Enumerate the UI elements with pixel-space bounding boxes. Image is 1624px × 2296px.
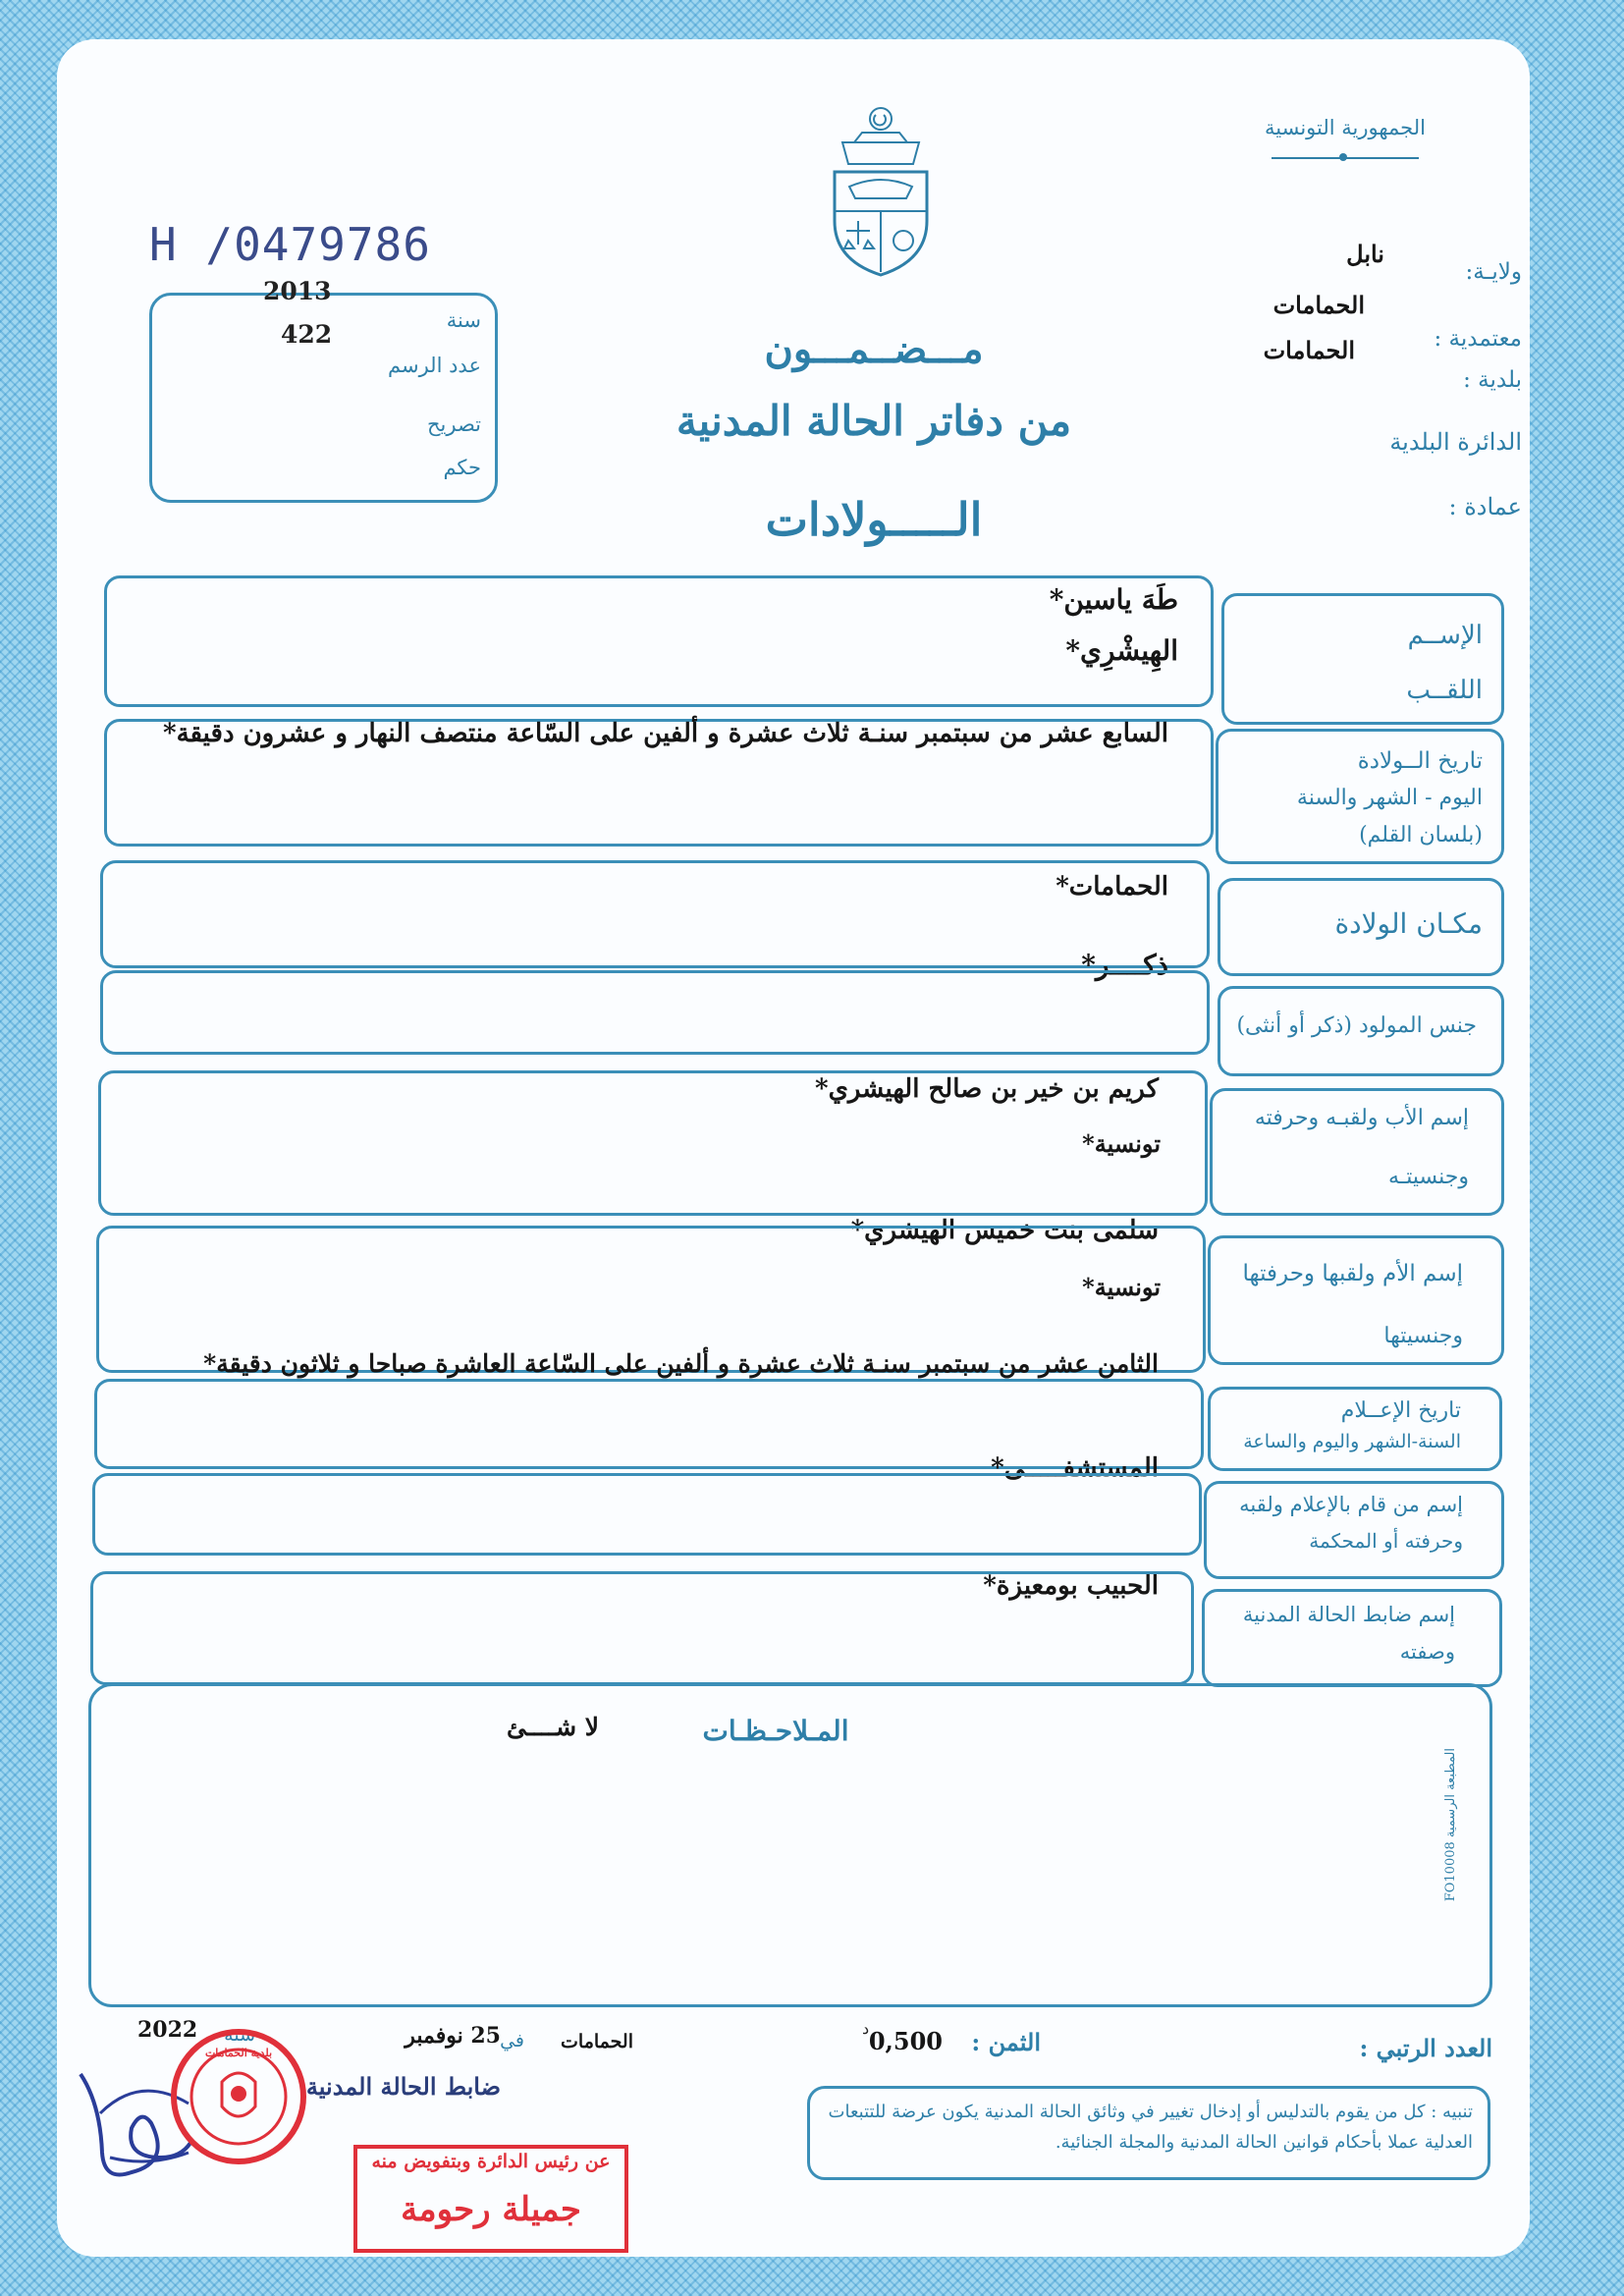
price-unit: د bbox=[862, 2019, 870, 2038]
price-label: الثمن : bbox=[971, 2028, 1041, 2056]
issue-place: الحمامات bbox=[561, 2031, 633, 2052]
birth-date-label-3: (بلسان القلم) bbox=[1359, 823, 1483, 847]
surname-value: الهِيشْرِي* bbox=[1065, 634, 1178, 667]
sex-value: ذكــــر* bbox=[1081, 949, 1168, 981]
father-label-2: وجنسيتـه bbox=[1387, 1165, 1469, 1189]
republic-label: الجمهورية التونسية bbox=[1265, 116, 1426, 139]
price-value: 0,500 bbox=[868, 2027, 943, 2055]
coat-of-arms-icon bbox=[825, 103, 938, 280]
record-number-label: عدد الرسم bbox=[388, 354, 481, 377]
round-stamp-text: بلدية الحمامات bbox=[204, 2047, 273, 2059]
municipality-label: بلدية : bbox=[1463, 367, 1522, 393]
births-title: الـــــولادات bbox=[765, 493, 983, 546]
municipality-value: الحمامات bbox=[1263, 336, 1355, 364]
declarant-label-2: وحرفته أو المحكمة bbox=[1309, 1529, 1463, 1553]
record-judgment-label: حكم bbox=[443, 456, 481, 479]
municipal-district-label: الدائرة البلدية bbox=[1389, 428, 1522, 456]
republic-dot bbox=[1339, 153, 1347, 161]
declaration-date-label-2: السنة-الشهر واليوم والساعة bbox=[1243, 1431, 1461, 1452]
issue-date-prefix: في bbox=[500, 2030, 524, 2051]
mother-value: سلمى بنت خميس الهيشري* bbox=[850, 1216, 1159, 1245]
sex-value-box bbox=[100, 970, 1210, 1055]
mother-nationality: تونسية* bbox=[1082, 1273, 1161, 1301]
issue-year-label: سنة bbox=[224, 2024, 255, 2046]
serial-order-label: العدد الرتبي : bbox=[1359, 2034, 1492, 2062]
officer-value-box bbox=[90, 1571, 1194, 1685]
delegation-stamp-name: جميلة رحومة bbox=[401, 2190, 581, 2229]
declarant-value-box bbox=[92, 1473, 1202, 1556]
sex-label: جنس المولود (ذكر أو أنثى) bbox=[1236, 1013, 1477, 1038]
record-number-value: 422 bbox=[281, 320, 333, 349]
remarks-label: المـلاحـظـات bbox=[702, 1715, 849, 1747]
delegation-label: معتمدية : bbox=[1434, 326, 1522, 352]
birth-date-label-2: اليوم - الشهر والسنة bbox=[1296, 786, 1483, 810]
mother-label-2: وجنسيتها bbox=[1383, 1324, 1463, 1348]
imada-label: عمادة : bbox=[1448, 493, 1522, 520]
declaration-date-label-1: تاريخ الإعــلام bbox=[1340, 1398, 1461, 1423]
declaration-date-value: الثامن عشر من سبتمبر سنـة ثلاث عشرة و ألفين على السّاعة العاشرة صباحا و ثلاثون دقيقة* bbox=[203, 1349, 1159, 1378]
delegation-stamp-title: عن رئيس الدائرة وبتفويض منه bbox=[371, 2151, 611, 2172]
birth-place-label: مكـان الولادة bbox=[1334, 907, 1483, 940]
officer-label-2: وصفته bbox=[1399, 1640, 1455, 1664]
name-label: الإســم bbox=[1407, 621, 1483, 650]
record-declaration-label: تصريح bbox=[426, 412, 481, 436]
wilaya-label: ولايـة: bbox=[1465, 259, 1522, 285]
officer-signature-label: ضابط الحالة المدنية bbox=[305, 2072, 501, 2101]
legal-warning-text: تنبيه : كل من يقوم بالتدليس أو إدخال تغيير في وثائق الحالة المدنية يكون عرضة للتتبعات العدلية عملا بأحكام قوانين الحالة المدنية والمجلة الجنائية. bbox=[828, 2102, 1473, 2153]
delegation-value: الحمامات bbox=[1272, 291, 1365, 319]
record-year-label: سنة bbox=[446, 308, 481, 332]
extract-title: مـــضــمـــون bbox=[764, 326, 984, 372]
birth-date-value: السابع عشر من سبتمبر سنـة ثلاث عشرة و ألفين على السّاعة منتصف النهار و عشرون دقيقة* bbox=[162, 719, 1168, 748]
declarant-label-1: إسم من قام بالإعلام ولقبه bbox=[1239, 1493, 1463, 1516]
issue-year: 2022 bbox=[137, 2017, 198, 2043]
birth-place-value: الحمامات* bbox=[1056, 872, 1168, 902]
birth-date-label-1: تاريخ الــولادة bbox=[1357, 748, 1483, 774]
father-value: كريم بن خير بن صالح الهيشري* bbox=[814, 1074, 1159, 1104]
document-serial-number: H /0479786 bbox=[149, 218, 431, 271]
name-value: طَهَ ياسين* bbox=[1049, 583, 1178, 616]
wilaya-value: نابل bbox=[1346, 240, 1384, 268]
remarks-value: لا شــــئ bbox=[506, 1713, 599, 1741]
mother-label-1: إسم الأم ولقبها وحرفتها bbox=[1242, 1261, 1463, 1286]
municipal-round-stamp-icon bbox=[165, 2023, 312, 2170]
issue-date: 25 نوفمبر bbox=[405, 2023, 501, 2049]
official-print-mark: المطبعة الرسمية FO10008 bbox=[1443, 1748, 1458, 1902]
officer-value: الحبيب بومعيزة* bbox=[983, 1571, 1159, 1601]
declarant-value: المستشفـــــى* bbox=[991, 1453, 1159, 1483]
record-year-value: 2013 bbox=[263, 277, 332, 305]
father-nationality: تونسية* bbox=[1082, 1129, 1161, 1158]
father-label-1: إسم الأب ولقبـه وحرفته bbox=[1254, 1106, 1469, 1130]
officer-label-1: إسم ضابط الحالة المدنية bbox=[1242, 1603, 1455, 1626]
registers-title: من دفاتر الحالة المدنية bbox=[676, 397, 1072, 445]
surname-label: اللقــب bbox=[1406, 676, 1483, 705]
